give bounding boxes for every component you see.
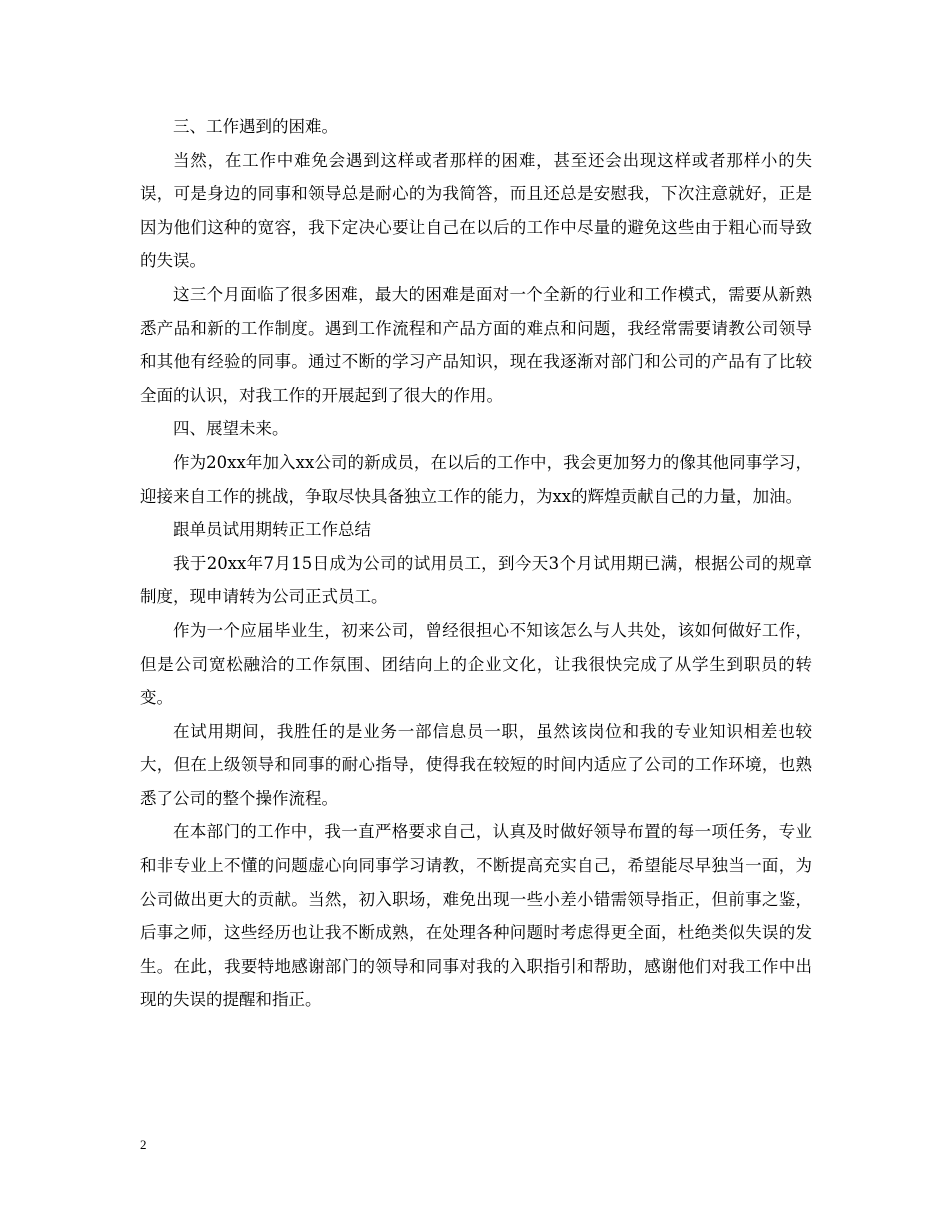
page-number: 2: [140, 1137, 147, 1152]
paragraph: 在试用期间，我胜任的是业务一部信息员一职，虽然该岗位和我的专业知识相差也较大，但在上级领导和同事的耐心指导，使得我在较短的时间内适应了公司的工作环境，也熟悉了公司的整个操作流程。: [140, 721, 812, 808]
paragraph: 这三个月面临了很多困难，最大的困难是面对一个全新的行业和工作模式，需要从新熟悉产品和新的工作制度。遇到工作流程和产品方面的难点和问题，我经常需要请教公司领导和其他有经验的同事。通过不断的学习产品知识，现在我逐渐对部门和公司的产品有了比较全面的认识，对我工作的开展起到了很大的作用。: [140, 284, 812, 405]
paragraph: 在本部门的工作中，我一直严格要求自己，认真及时做好领导布置的每一项任务，专业和非专业上不懂的问题虚心向同事学习请教，不断提高充实自己，希望能尽早独当一面，为公司做出更大的贡献。当然，初入职场，难免出现一些小差小错需领导指正，但前事之鉴，后事之师，这些经历也让我不断成熟，在处理各种问题时考虑得更全面，杜绝类似失误的发生。在此，我要特地感谢部门的领导和同事对我的入职指引和帮助，感谢他们对我工作中出现的失误的提醒和指正。: [140, 822, 812, 1010]
document-title: 跟单员试用期转正工作总结: [173, 520, 371, 540]
document-body: [140, 110, 812, 1017]
paragraph: 我于20xx年7月15日成为公司的试用员工，到今天3个月试用期已满，根据公司的规章制度，现申请转为公司正式员工。: [140, 553, 812, 607]
paragraph: 作为20xx年加入xx公司的新成员，在以后的工作中，我会更加努力的像其他同事学习，迎接来自工作的挑战，争取尽快具备独立工作的能力，为xx的辉煌贡献自己的力量，加油。: [140, 452, 812, 506]
section-heading-difficulties: 三、工作遇到的困难。: [173, 117, 338, 136]
paragraph: 作为一个应届毕业生，初来公司，曾经很担心不知该怎么与人共处，该如何做好工作，但是公司宽松融洽的工作氛围、团结向上的企业文化，让我很快完成了从学生到职员的转变。: [140, 620, 812, 708]
section-heading-outlook: 四、展望未来。: [173, 419, 289, 439]
paragraph: 当然，在工作中难免会遇到这样或者那样的困难，甚至还会出现这样或者那样小的失误，可是身边的同事和领导总是耐心的为我简答，而且还总是安慰我，下次注意就好，正是因为他们这种的宽容，我下定决心要让自己在以后的工作中尽量的避免这些由于粗心而导致的失误。: [140, 150, 812, 271]
